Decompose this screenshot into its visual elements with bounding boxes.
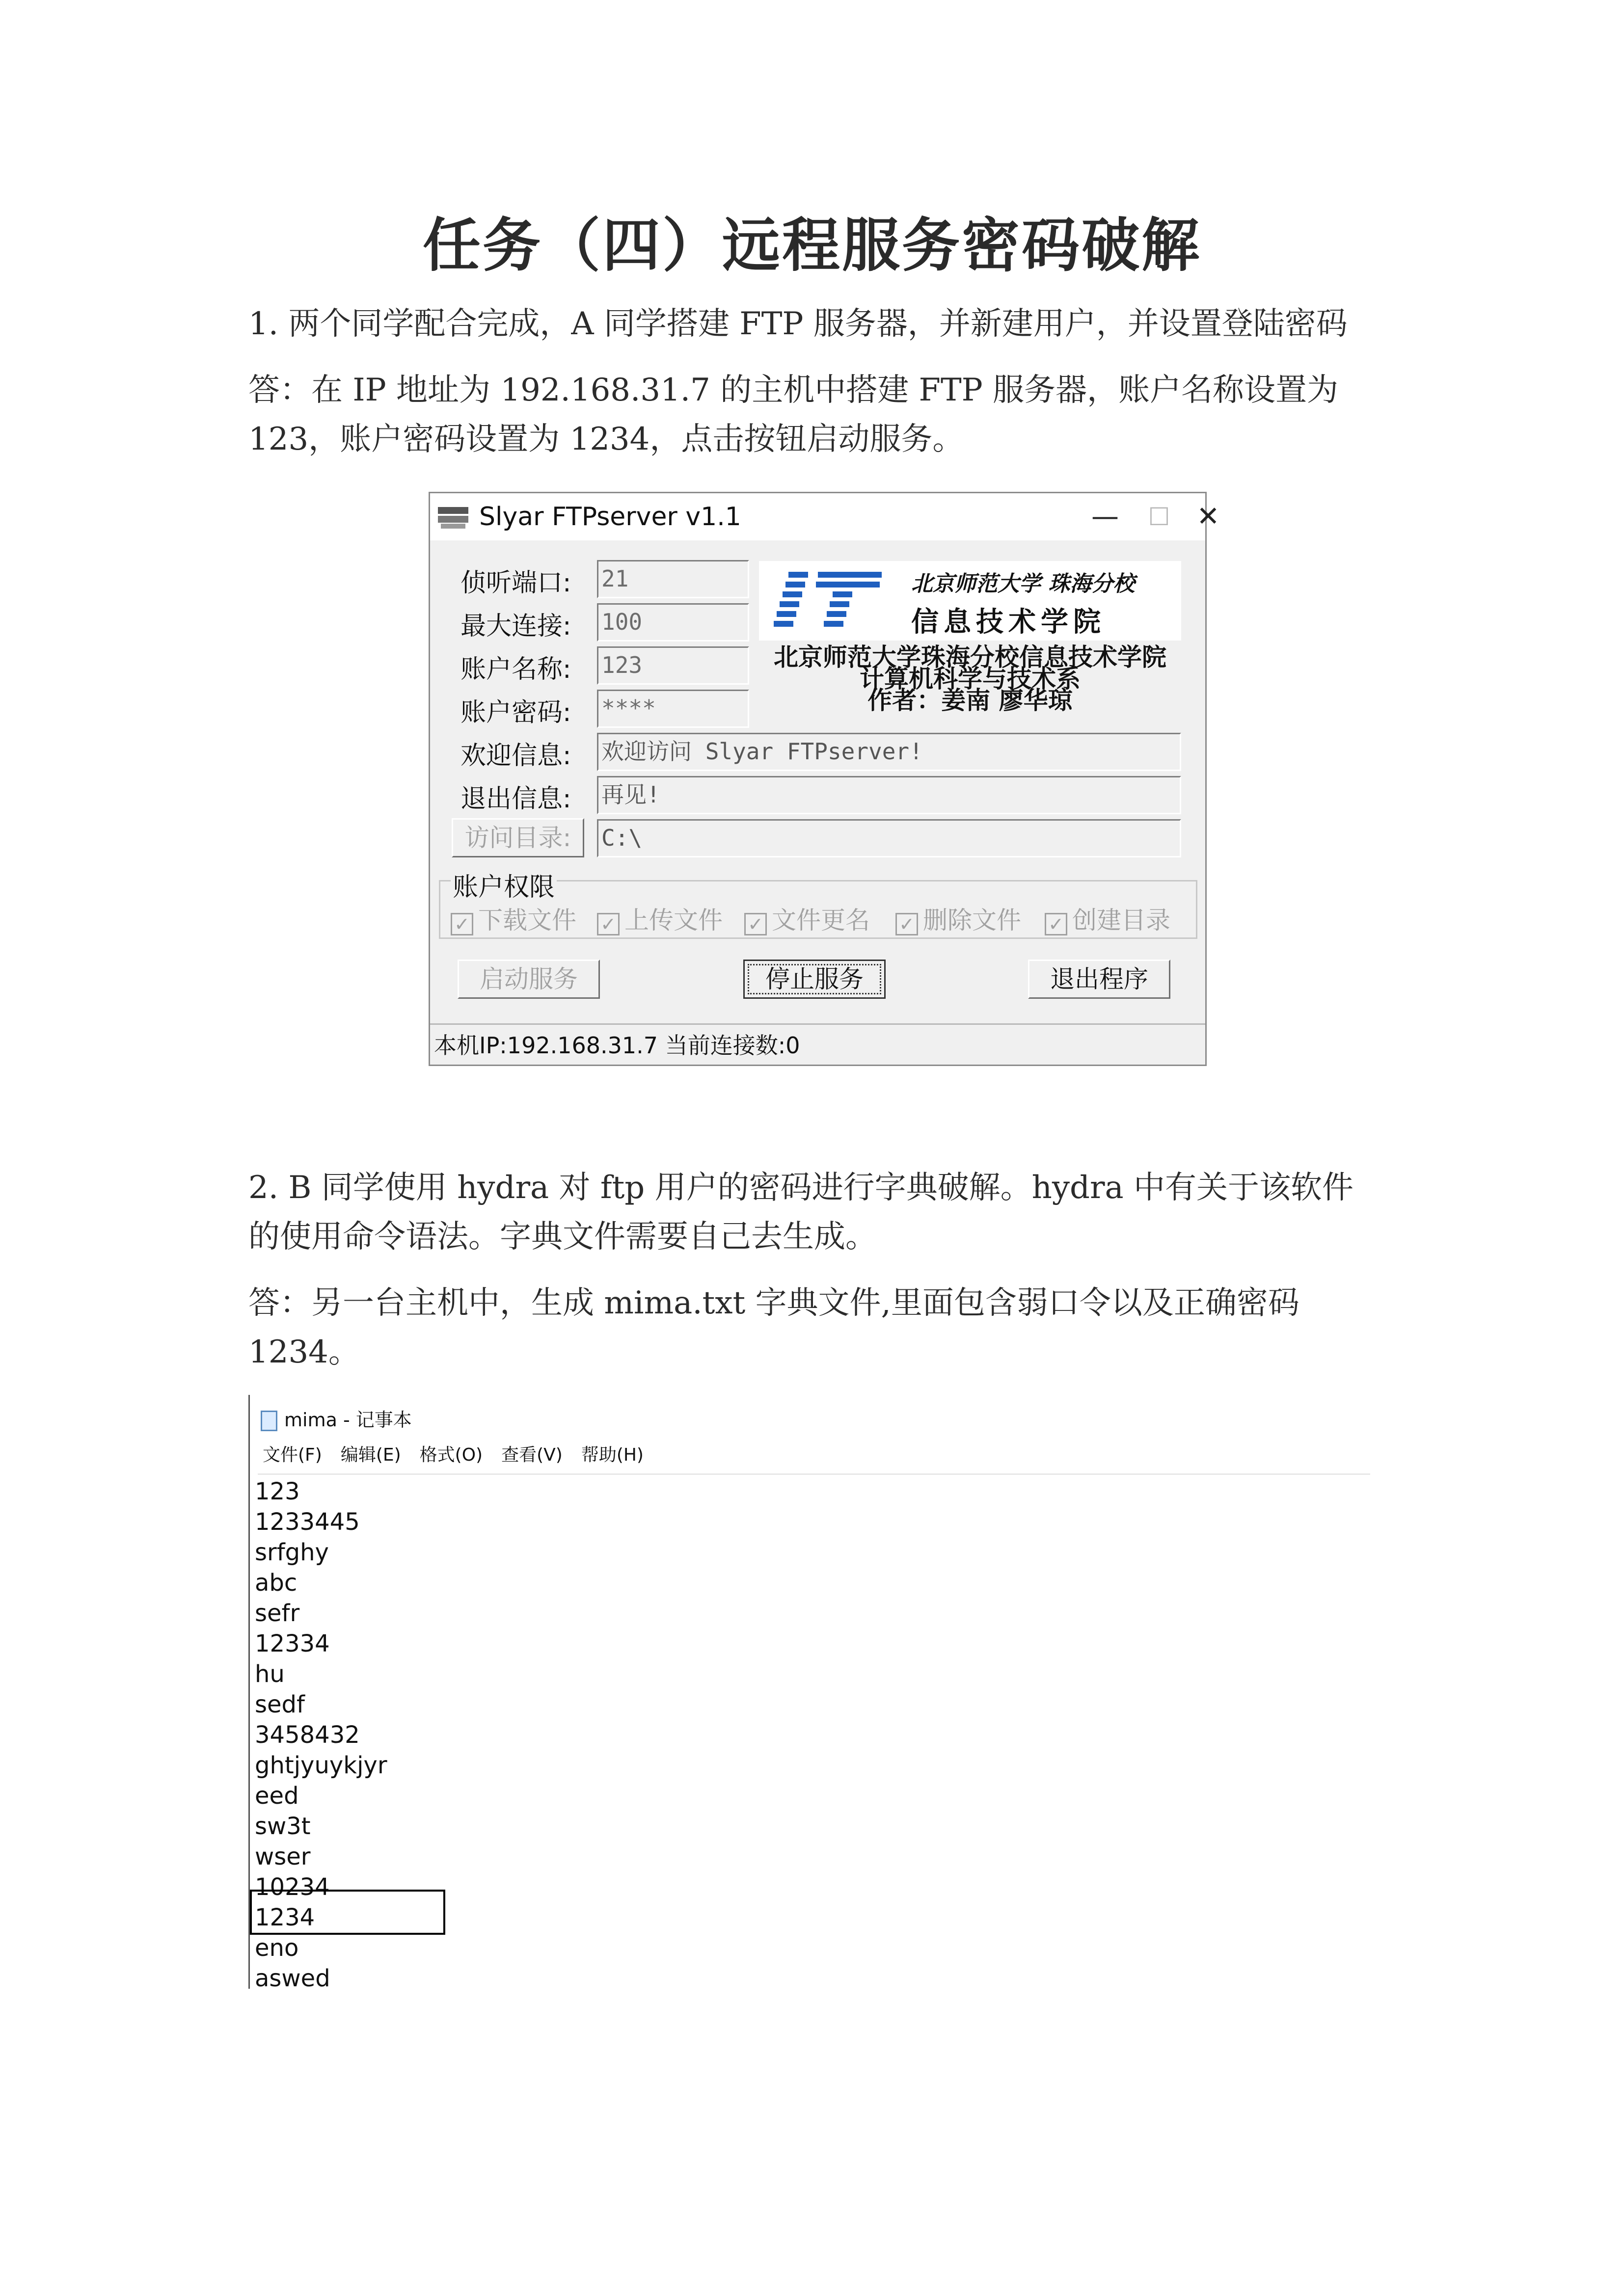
checkmark-icon: ✓ xyxy=(744,913,767,935)
text-line: sw3t xyxy=(255,1813,311,1840)
text-line: 10234 xyxy=(255,1873,330,1901)
text-line: aswed xyxy=(255,1965,330,1992)
max-connections-label: 最大连接: xyxy=(460,612,571,641)
menu-edit[interactable]: 编辑(E) xyxy=(340,1445,401,1465)
permissions-group-title: 账户权限 xyxy=(451,866,557,903)
port-label: 侦听端口: xyxy=(460,568,571,598)
account-name-label: 账户名称: xyxy=(460,655,571,684)
answer-1-line-1: 答：在 IP 地址为 192.168.31.7 的主机中搭建 FTP 服务器，账户名称设置为 xyxy=(248,372,1339,408)
max-connections-input[interactable]: 100 xyxy=(597,603,749,641)
permission-mkdir-checkbox[interactable]: ✓ 创建目录 xyxy=(1045,901,1170,936)
text-line: 3458432 xyxy=(255,1721,360,1749)
status-bar xyxy=(430,1023,1205,1066)
logo-university-name: 北京师范大学 珠海分校 xyxy=(911,571,1135,596)
text-line: srfghy xyxy=(255,1539,329,1566)
account-name-input[interactable]: 123 xyxy=(597,646,749,685)
text-line: wser xyxy=(255,1843,311,1870)
account-password-label: 账户密码: xyxy=(460,698,571,727)
answer-2-line-2: 1234。 xyxy=(248,1334,360,1370)
access-directory-button[interactable]: 访问目录: xyxy=(452,818,584,857)
maximize-button[interactable]: ☐ xyxy=(1148,503,1170,531)
stop-service-button[interactable]: 停止服务 xyxy=(743,960,886,999)
text-line: eed xyxy=(255,1782,299,1810)
question-2-line-2: 的使用命令语法。字典文件需要自己去生成。 xyxy=(248,1219,877,1255)
answer-2-line-1: 答：另一台主机中，生成 mima.txt 字典文件,里面包含弱口令以及正确密码 xyxy=(248,1285,1299,1321)
window-titlebar xyxy=(430,493,1220,540)
checkmark-icon: ✓ xyxy=(1045,913,1067,935)
text-line: 12334 xyxy=(255,1630,330,1657)
answer-1-line-2: 123，账户密码设置为 1234，点击按钮启动服务。 xyxy=(248,421,964,457)
credit-line-1: 北京师范大学珠海分校信息技术学院 xyxy=(774,643,1166,671)
status-text: 本机IP:192.168.31.7 当前连接数:0 xyxy=(434,1032,800,1059)
notepad-titlebar xyxy=(261,1405,412,1432)
welcome-message-input[interactable]: 欢迎访问 Slyar FTPserver! xyxy=(597,733,1181,771)
menu-help[interactable]: 帮助(H) xyxy=(581,1445,644,1465)
text-line: 1233445 xyxy=(255,1508,360,1536)
question-2-line-1: 2. B 同学使用 hydra 对 ftp 用户的密码进行字典破解。hydra 中有关于该软件 xyxy=(248,1170,1354,1206)
notepad-window xyxy=(248,1395,1370,1992)
question-1: 1. 两个同学配合完成，A 同学搭建 FTP 服务器，并新建用户，并设置登陆密码 xyxy=(248,306,1348,342)
permission-download-checkbox[interactable]: ✓ 下载文件 xyxy=(451,901,576,936)
text-line: 123 xyxy=(255,1478,300,1505)
it-logo-mark xyxy=(769,567,887,636)
text-line: 1234 xyxy=(255,1904,315,1931)
minimize-button[interactable]: — xyxy=(1091,501,1119,533)
notepad-title: mima - 记事本 xyxy=(284,1409,412,1431)
access-directory-input[interactable]: C:\ xyxy=(597,819,1181,857)
text-line: eno xyxy=(255,1934,299,1962)
text-line: ghtjyuykjyr xyxy=(255,1752,387,1779)
checkmark-icon: ✓ xyxy=(597,913,620,935)
exit-program-button[interactable]: 退出程序 xyxy=(1028,960,1170,999)
credit-line-2: 计算机科学与技术系 xyxy=(860,665,1081,693)
window-title: Slyar FTPserver v1.1 xyxy=(479,502,741,532)
menu-format[interactable]: 格式(O) xyxy=(419,1445,483,1465)
school-logo xyxy=(759,561,1181,641)
start-service-button[interactable]: 启动服务 xyxy=(458,960,600,999)
welcome-message-label: 欢迎信息: xyxy=(460,741,571,771)
notepad-icon xyxy=(261,1411,277,1431)
exit-message-label: 退出信息: xyxy=(460,784,571,814)
checkmark-icon: ✓ xyxy=(895,913,918,935)
text-line: sedf xyxy=(255,1691,305,1718)
server-app-icon xyxy=(436,503,470,531)
account-password-input[interactable]: **** xyxy=(597,690,749,728)
permission-rename-checkbox[interactable]: ✓ 文件更名 xyxy=(744,901,870,936)
page-title: 任务（四）远程服务密码破解 xyxy=(422,212,1201,279)
checkmark-icon: ✓ xyxy=(451,913,473,935)
port-input[interactable]: 21 xyxy=(597,560,749,598)
credit-line-3: 作者：姜南 廖华琼 xyxy=(867,686,1073,715)
menu-file[interactable]: 文件(F) xyxy=(263,1445,322,1465)
text-line: hu xyxy=(255,1660,285,1688)
notepad-menubar xyxy=(258,1441,1370,1475)
menu-view[interactable]: 查看(V) xyxy=(501,1445,563,1465)
logo-college-name: 信息技术学院 xyxy=(911,606,1106,638)
close-button[interactable]: ✕ xyxy=(1196,501,1220,533)
text-line: sefr xyxy=(255,1600,300,1627)
text-line: abc xyxy=(255,1569,298,1597)
permission-upload-checkbox[interactable]: ✓ 上传文件 xyxy=(597,901,723,936)
permission-delete-checkbox[interactable]: ✓ 删除文件 xyxy=(895,901,1021,936)
exit-message-input[interactable]: 再见! xyxy=(597,776,1181,814)
correct-password-highlight-box xyxy=(250,1890,445,1935)
ftp-server-window xyxy=(429,492,1220,1066)
